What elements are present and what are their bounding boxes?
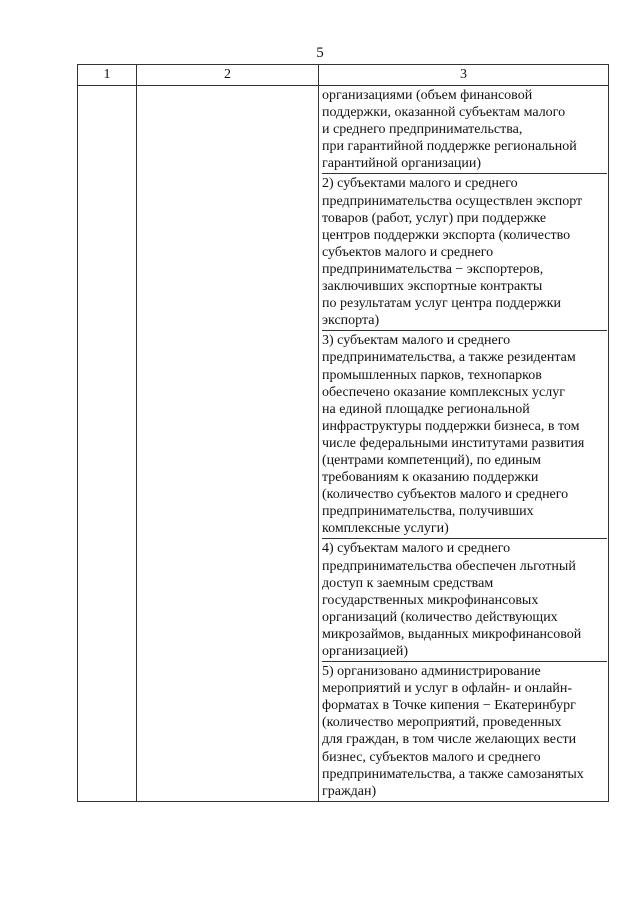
- indicator-text-line: требованиям к оказанию поддержки: [322, 470, 539, 486]
- indicator-text-line: граждан): [322, 783, 377, 799]
- column-3-cell: [319, 86, 609, 802]
- indicator-item: [322, 174, 607, 331]
- indicator-text-line: предпринимательства, получивших: [322, 504, 534, 520]
- indicator-item: [322, 331, 607, 539]
- indicator-text-line: микрозаймов, выданных микрофинансовой: [322, 626, 582, 642]
- column-header-2: 2: [137, 65, 319, 86]
- indicator-text-line: промышленных парков, технопарков: [322, 367, 542, 383]
- table-row: [78, 86, 609, 802]
- indicator-text-line: организациями (объем финансовой: [322, 88, 533, 103]
- indicator-text-line: предпринимательства, а также резидентам: [322, 350, 576, 366]
- table-header-row: [78, 65, 609, 86]
- indicator-text-line: на единой площадке региональной: [322, 401, 530, 417]
- column-header-3: 3: [319, 65, 609, 86]
- indicator-text-line: предпринимательства осуществлен экспорт: [322, 193, 583, 209]
- indicator-text-line: предпринимательства − экспортеров,: [322, 261, 544, 277]
- indicator-text-line: числе федеральными институтами развития: [322, 435, 585, 451]
- indicator-text-line: предпринимательства, а также самозанятых: [322, 766, 584, 782]
- indicator-text-line: для граждан, в том числе желающих вести: [322, 732, 577, 748]
- indicator-text-line: (количество субъектов малого и среднего: [322, 487, 569, 503]
- indicator-text-line: 3) субъектам малого и среднего: [322, 333, 511, 349]
- indicator-text-line: гарантийной организации): [322, 156, 482, 172]
- indicator-text-line: (центрами компетенций), по единым: [322, 452, 541, 468]
- indicator-text-line: мероприятий и услуг в офлайн- и онлайн-: [322, 681, 573, 697]
- indicator-text-line: бизнес, субъектов малого и среднего: [322, 749, 541, 765]
- indicator-item: [322, 86, 607, 174]
- document-table: [77, 64, 609, 802]
- indicator-text-line: поддержки, оказанной субъектам малого: [322, 105, 566, 121]
- column-1-cell: [78, 86, 137, 802]
- indicator-text-line: по результатам услуг центра поддержки: [322, 296, 561, 312]
- page-number: 5: [316, 45, 324, 61]
- indicator-text-line: 5) организовано администрирование: [322, 664, 541, 680]
- indicator-item: [322, 662, 607, 801]
- indicator-text-line: центров поддержки экспорта (количество: [322, 227, 571, 243]
- indicator-text-line: комплексные услуги): [322, 521, 449, 537]
- indicator-text-line: товаров (работ, услуг) при поддержке: [322, 210, 547, 226]
- indicator-text-line: субъектов малого и среднего: [322, 244, 494, 260]
- indicator-text-line: экспорта): [322, 313, 380, 329]
- indicator-text-line: форматах в Точке кипения − Екатеринбург: [322, 698, 576, 714]
- indicator-text-line: организацией): [322, 644, 409, 659]
- indicator-text-line: предпринимательства обеспечен льготный: [322, 558, 576, 574]
- indicator-text-line: государственных микрофинансовых: [322, 592, 539, 608]
- indicator-text-line: обеспечено оказание комплексных услуг: [322, 384, 565, 400]
- indicator-text-line: при гарантийной поддержке региональной: [322, 139, 577, 155]
- indicator-text-line: и среднего предпринимательства,: [322, 122, 523, 138]
- indicator-text-line: 4) субъектам малого и среднего: [322, 541, 511, 557]
- indicator-text-line: доступ к заемным средствам: [322, 575, 494, 591]
- indicator-text-line: организаций (количество действующих: [322, 609, 558, 625]
- indicator-text-line: 2) субъектами малого и среднего: [322, 176, 518, 192]
- indicator-text-line: заключивших экспортные контракты: [322, 279, 543, 295]
- column-2-cell: [137, 86, 319, 802]
- indicator-text-line: (количество мероприятий, проведенных: [322, 715, 562, 731]
- column-header-1: 1: [78, 65, 137, 86]
- indicator-text-line: инфраструктуры поддержки бизнеса, в том: [322, 418, 580, 434]
- indicator-item: [322, 539, 607, 662]
